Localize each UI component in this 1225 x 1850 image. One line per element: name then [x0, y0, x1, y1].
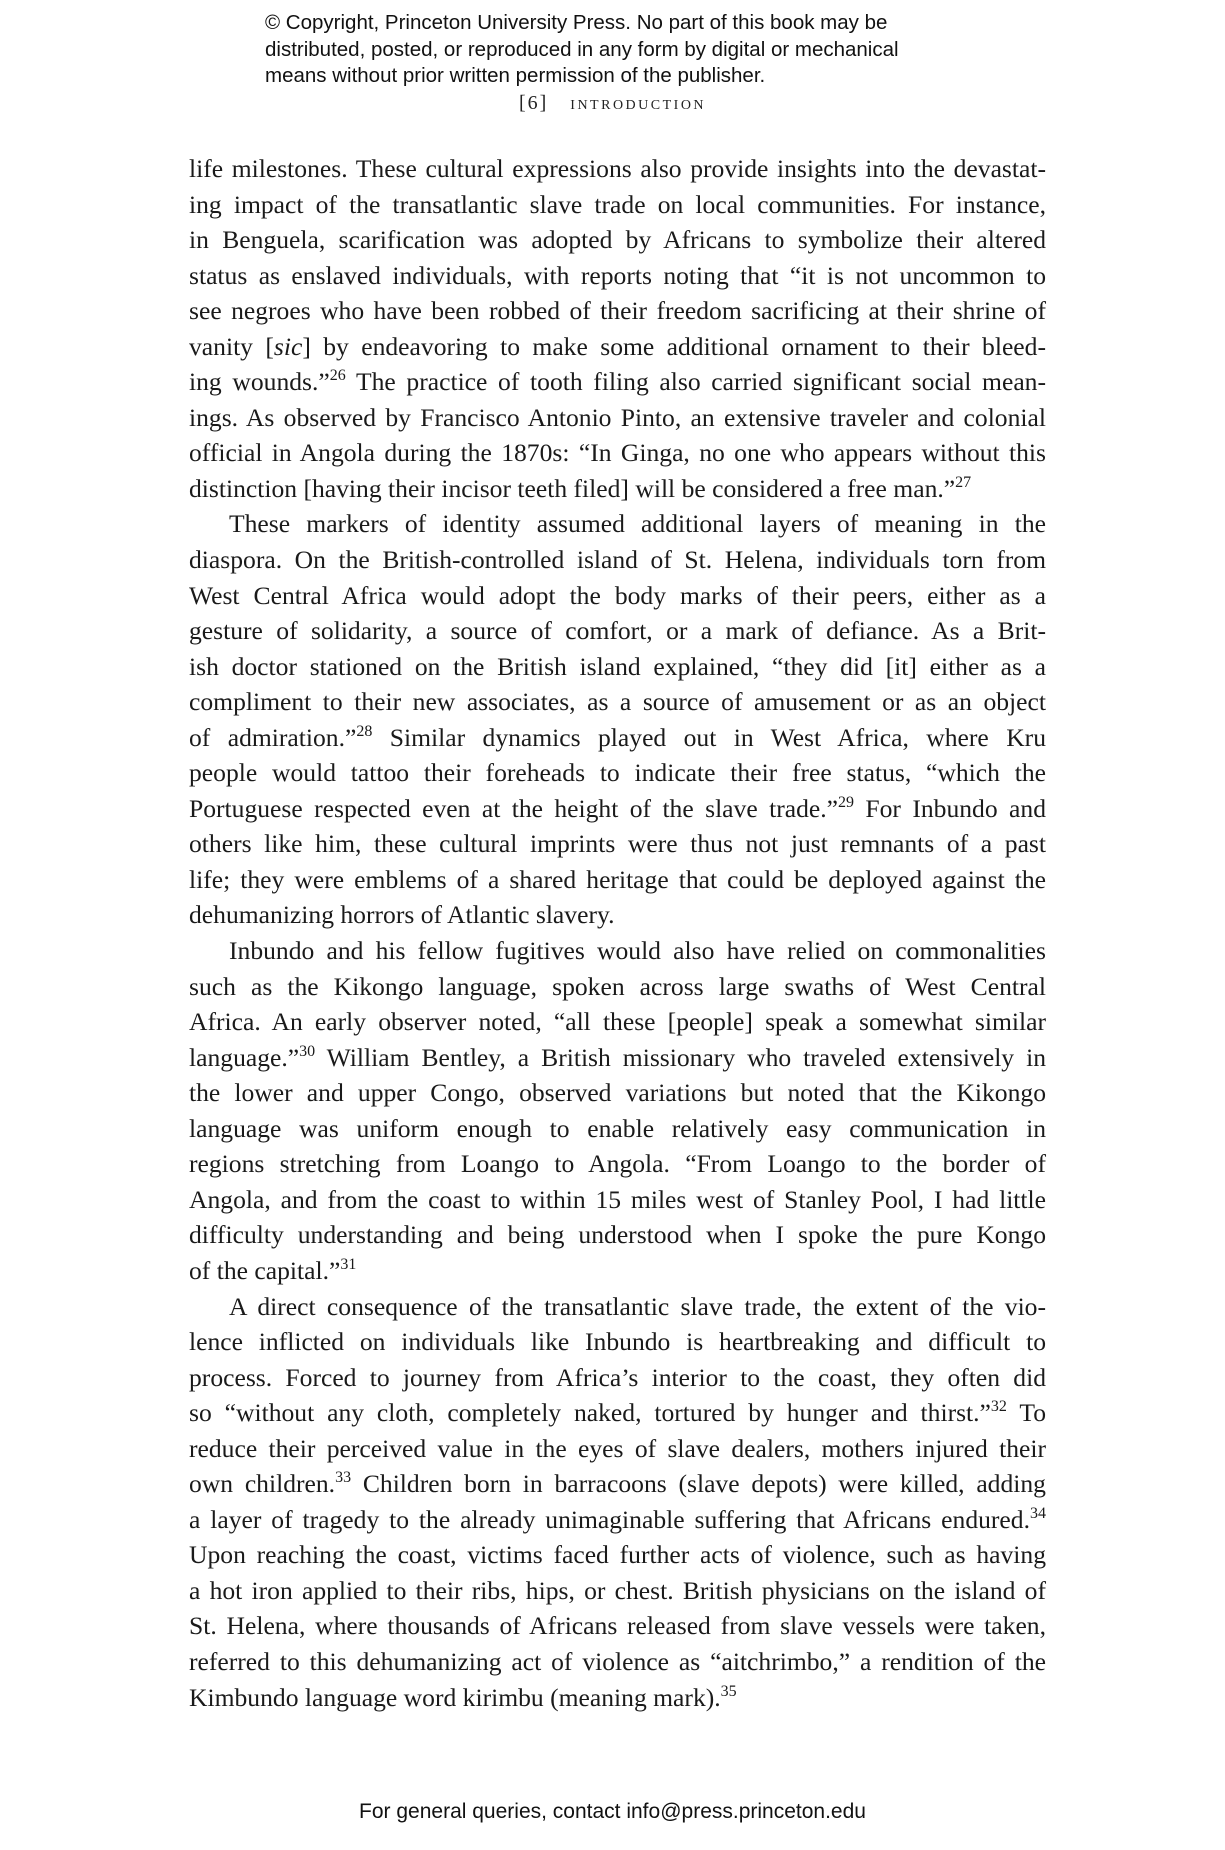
footnote-ref: 34: [1030, 1504, 1046, 1522]
text-line: compliment to their new associates, as a source of amusement or as an object: [189, 687, 1046, 717]
text-line: life milestones. These cultural expressions also provide insights into the devastat-: [189, 154, 1046, 183]
text-line: referred to this dehumanizing act of violence as “aitchrimbo,” a rendition of the: [189, 1646, 1046, 1676]
running-head: [0, 92, 1225, 115]
copyright-line: means without prior written permission of the publisher.: [265, 64, 766, 87]
footnote-ref: 27: [955, 473, 972, 491]
text-line: language was uniform enough to enable relatively easy communication in: [189, 1113, 1046, 1143]
text-line: Africa. An early observer noted, “all these [people] speak a somewhat similar: [189, 1007, 1046, 1037]
footnote-ref: 30: [299, 1042, 316, 1060]
text-line: regions stretching from Loango to Angola. “From Loango to the border of: [189, 1149, 1046, 1179]
copyright-line: © Copyright, Princeton University Press. No part of this book may be: [265, 11, 888, 34]
text-line: the lower and upper Congo, observed variations but noted that the Kikongo: [189, 1078, 1046, 1108]
body-text: [189, 151, 1046, 1715]
text-line: life; they were emblems of a shared heritage that could be deployed against the: [189, 864, 1046, 894]
text-line: Angola, and from the coast to within 15 miles west of Stanley Pool, I had little: [189, 1184, 1046, 1214]
text-line: see negroes who have been robbed of their freedom sacrificing at their shrine of: [189, 296, 1046, 326]
italic-sic: sic: [273, 331, 303, 361]
text-line: diaspora. On the British-controlled island of St. Helena, individuals torn from: [189, 545, 1046, 575]
text-line: ing wounds.”$^{26}$ The practice of tooth filing also carried significant social mean-: [189, 367, 1046, 397]
text-line: ings. As observed by Francisco Antonio Pinto, an extensive traveler and colonial: [189, 402, 1046, 432]
text-line: people would tattoo their foreheads to indicate their free status, “which the: [189, 758, 1046, 788]
text-line: ish doctor stationed on the British island explained, “they did [it] either as a: [189, 651, 1046, 681]
text-line: a layer of tragedy to the already unimaginable suffering that Africans endured.$^{34}$: [189, 1504, 1046, 1534]
footnote-ref: 28: [356, 722, 373, 740]
text-line: Upon reaching the coast, victims faced further acts of violence, such as having: [189, 1540, 1046, 1570]
text-line: of the capital.”$^{31}$: [189, 1255, 357, 1285]
text-line: a hot iron applied to their ribs, hips, or chest. British physicians on the island of: [189, 1575, 1046, 1605]
text-line: such as the Kikongo language, spoken across large swaths of West Central: [189, 971, 1046, 1001]
copyright-notice: [265, 10, 985, 90]
text-line: Inbundo and his fellow fugitives would also have relied on commonalities: [229, 936, 1046, 966]
text-line: Kimbundo language word kirimbu (meaning mark).$^{35}$: [189, 1682, 737, 1712]
page-number: [6]: [518, 92, 549, 114]
copyright-line: distributed, posted, or reproduced in any form by digital or mechanical: [265, 37, 899, 61]
text-line: status as enslaved individuals, with reports noting that “it is not uncommon to: [189, 260, 1046, 290]
text-line: lence inflicted on individuals like Inbundo is heartbreaking and difficult to: [189, 1327, 1046, 1357]
text-line: gesture of solidarity, a source of comfort, or a mark of defiance. As a Brit-: [189, 616, 1046, 646]
footnote-ref: 26: [329, 367, 346, 385]
text-line: St. Helena, where thousands of Africans released from slave vessels were taken,: [189, 1611, 1046, 1641]
footer-contact: For general queries, contact info@press.princeton.edu: [359, 1800, 866, 1823]
text-line: These markers of identity assumed additional layers of meaning in the: [229, 509, 1046, 539]
text-line: reduce their perceived value in the eyes of slave dealers, mothers injured their: [189, 1433, 1046, 1463]
text-line: others like him, these cultural imprints were thus not just remnants of a past: [189, 829, 1046, 859]
footnote-ref: 32: [990, 1398, 1007, 1416]
text-line: process. Forced to journey from Africa’s interior to the coast, they often did: [189, 1362, 1046, 1392]
text-line: official in Angola during the 1870s: “In Ginga, no one who appears without this: [189, 438, 1046, 468]
text-line: vanity [sic] by endeavoring to make some additional ornament to their bleed-: [189, 331, 1046, 361]
section-title: introduction: [570, 92, 707, 114]
text-line: so “without any cloth, completely naked, tortured by hunger and thirst.”$^{32}$ To: [189, 1398, 1046, 1428]
footnote-ref: 29: [838, 793, 854, 811]
text-line: of admiration.”$^{28}$ Similar dynamics played out in West Africa, where Kru: [189, 722, 1046, 752]
text-line: West Central Africa would adopt the body marks of their peers, either as a: [189, 580, 1046, 610]
text-line: difficulty understanding and being understood when I spoke the pure Kongo: [189, 1220, 1046, 1250]
footnote-ref: 31: [340, 1255, 357, 1273]
text-line: A direct consequence of the transatlantic slave trade, the extent of the vio-: [229, 1291, 1046, 1321]
text-line: in Benguela, scarification was adopted by Africans to symbolize their altered: [189, 225, 1046, 255]
footnote-ref: 33: [335, 1469, 352, 1487]
text-line: own children.$^{33}$ Children born in barracoons (slave depots) were killed, adding: [189, 1469, 1046, 1499]
text-line: ing impact of the transatlantic slave trade on local communities. For instance,: [189, 189, 1046, 219]
text-line: distinction [having their incisor teeth filed] will be considered a free man.”$^{27}$: [189, 473, 972, 503]
text-line: Portuguese respected even at the height of the slave trade.”$^{29}$ For Inbundo and: [189, 793, 1046, 823]
footnote-ref: 35: [720, 1682, 737, 1700]
text-line: language.”$^{30}$ William Bentley, a British missionary who traveled extensively in: [189, 1042, 1046, 1072]
text-line: dehumanizing horrors of Atlantic slavery.: [189, 900, 615, 930]
